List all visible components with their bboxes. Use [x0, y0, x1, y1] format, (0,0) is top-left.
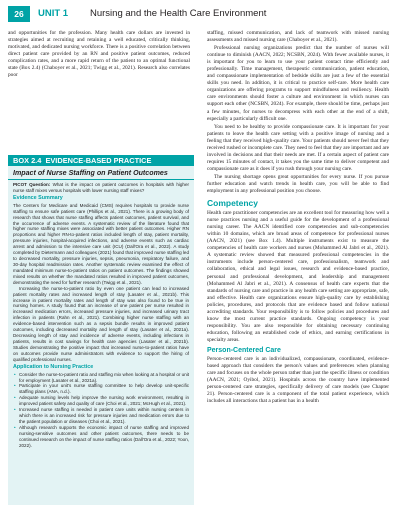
- chapter-title: Nursing and the Health Care Environment: [90, 8, 267, 19]
- box-header: [8, 155, 194, 166]
- box-label-rest: EVIDENCE-BASED PRACTICE: [45, 156, 152, 165]
- competency-heading: Competency: [207, 198, 259, 209]
- list-item: • Participate in your unit's nurse staffing committee to help develop unit-specific staffing plans (ANA, n.d.).: [13, 383, 189, 395]
- list-item: • Although research supports the economic impact of nurse staffing and improved nursing-sensitive outcomes and other patient outcomes, there needs to be continued research on the impact of nurse staffing ratios (Dall'Ora et al., 2022; Yoon, 2022).: [13, 425, 189, 449]
- picot-text: What is the impact on patient outcomes in hospitals with higher nurse staff mixes versus hospitals with lower nursing staff mixes?: [13, 182, 190, 193]
- list-item: • Increased nurse staffing is needed in patient care units within nursing centers in which there is an increased risk for pressure injuries and medication errors due to the patient population or diseases (Choi et al., 2021).: [13, 407, 189, 425]
- picot-paragraph: [13, 182, 189, 194]
- list-item: • Adequate nursing levels help improve the nursing work environment, resulting in improved patient safety and quality of care (Choi et al., 2021; McHugh et al., 2021).: [13, 395, 189, 407]
- page-header: [0, 0, 400, 26]
- person-centered-care-paragraph: Person-centered care is an individualized, compassionate, coordinated, evidence-based approach that considers the person's values and preferences when planning care and focuses on the whole person rather than just the specific illness or condition (AACN, 2021; Oyibol, 2021). Hospitals across the country have implemented person-centered care strategies, specifically delivery of care models (see Chapter 21). Person-centered care is a component of the total patient experience, which includes all interactions that a patient has in a health: [207, 355, 389, 405]
- box-title: Impact of Nurse Staffing on Patient Outcomes: [8, 166, 194, 180]
- right-paragraph-1: staffing, missed communication, and lack of teamwork with missed nursing assessments and missed nursing care (Chaboyer et al., 2021).: [207, 30, 389, 44]
- right-paragraph-2: Professional nursing organizations predict that the number of nurses will continue to diminish (AACN, 2022; NCSBN, 2024). With fewer available nurses, it is important for you to learn to use your patient contact time efficiently and professionally. Time management, therapeutic communication, patient education, and compassionate implementation of bedside skills are just a few of the essential skills you need. In addition, it is critical to practice self-care. More health care organizations are offering programs to support mindfulness and resiliency. Health care environments should foster a culture and environment in which nurses can support each other (NCSBN, 2024). For example, there should be time, perhaps just a few minutes, for nurses to decompress with each other at the end of a shift, especially a particularly difficult one.: [207, 45, 389, 122]
- left-paragraph: and opportunities for the profession. Many health care dollars are invested in strategies aimed at recruiting and retaining a well educated, critically thinking, motivated, and dedicated nursing workforce. There is a positive correlation between direct patient care provided by an RN and positive patient outcomes, reduced complication rates, and a more rapid return of the patient to an optimal functional state (Box 2.4) (Chaboyer et al., 2021; Twigg et al., 2021). Research also correlates poor: [8, 30, 190, 79]
- application-list: [13, 372, 189, 449]
- unit-label: UNIT 1: [38, 8, 69, 19]
- summary-paragraph-1: The Centers for Medicare and Medicaid (CMS) requires hospitals to provide nurse staffing to ensure safe patient care (Phillips et al., 2021). There is a growing body of research that shows that nurse staffing affects patient outcomes, patient survival, and the occurrence of adverse events. A systematic review of the literature found that higher nurse staffing mixes were associated with better patient outcomes. Higher RN proportions and higher RN-to-patient ratios included length of stay, patient mortality, pressure injuries, hospital-acquired infections, and adverse events such as cardiac arrest and admission to the intensive care unit (ICU) (Dall'Ora et al., 2022). A study completed by Dietermann and colleagues (2021) found that improved nurse staffing led to decreased mortality, pressure injuries, sepsis, pneumonia, respiratory failure, and 30-day hospital readmission rates. Another systematic review examined the effect of mandated minimum nurse-to-patient ratios on patient outcomes. The findings showed mixed results on whether the mandated ratios resulted in improved patient outcomes, demonstrating the need for further research (Twigg et al., 2021).: [13, 202, 189, 285]
- right-paragraph-4: The nursing shortage opens great opportunities for every nurse. If you pursue further education and watch trends in health care, you will be able to find employment in any professional position you choose.: [207, 173, 389, 195]
- summary-paragraph-2: Increasing the nurse-to-patient ratio by even one patient can lead to increased patient mortality rates and increased length of stay (Lasater et al., 2021b). This increase in patient mortality rates and length of stay was also found to be true in nursing homes. A study found that an increase of one patient per nurse resulted in increased medication errors, increased pressure injuries, and increased urinary tract infection in patients (Rahn et al., 2021). Combining higher nurse staffing with an evidence-based intervention such as a sepsis bundle results in improved patient outcomes, including decreased mortality and length of stay (Lasater et al., 2021a). Decreasing length of stay and incidence of adverse events, including infections in patients, results in cost savings for health care agencies (Lasater et al., 2021b). Studies demonstrating the positive impact that increased nurse-to-patient ratios have on outcomes provide nurse administrators with evidence to support the hiring of qualified professional nurses.: [13, 285, 189, 362]
- evidence-box: [8, 155, 194, 505]
- list-item: • Consider the nurse-to-patient ratio and staffing mix when looking at a hospital or unit for employment (Lasater et al., 2021a).: [13, 372, 189, 384]
- page-number: 26: [8, 6, 30, 22]
- right-paragraph-3: You need to be healthy to provide compassionate care. It is important for your patients to leave the health care setting with a positive image of nursing and a feeling that they received high-quality care. Your patients should never feel that they received rushed or incomplete care. They need to feel that they are important and are involved in decisions and that their needs are met. If a certain aspect of patient care requires 15 minutes of contact, it takes you the same time to deliver competent and compassionate care as it does if you rush through your nursing care.: [207, 123, 389, 172]
- left-column: [8, 30, 190, 80]
- person-centered-care-heading: Person-Centered Care: [207, 346, 281, 354]
- box-body: [8, 182, 194, 449]
- picot-label: PICOT Question:: [13, 182, 51, 187]
- application-heading: Application to Nursing Practice: [13, 363, 94, 370]
- right-column: [207, 30, 389, 406]
- box-label: BOX 2.4: [13, 156, 42, 165]
- evidence-summary-heading: Evidence Summary: [13, 194, 63, 201]
- competency-paragraph: Health care practitioner competencies are an excellent tool for measuring how well a nurse practices nursing and a useful guide for the development of a professional nursing career. The AACN identified core competencies and sub-competencies within 10 domains, which are broad areas of competence for professional nurses (AACN, 2021) (see Box 1.4). Multiple instruments exist to measure the competencies of health care workers and nurses (Mohammed Al Jabri et al., 2021). A systematic review showed that measured professional competencies in the instruments include person-centered care, professionalism, teamwork and collaboration, ethical and legal issues, research and evidence-based practice, personal and professional development, and leadership and management (Mohammed Al Jabri et al., 2021). A consensus of health care experts that the standards of nursing care and practice in any health care setting are appropriate, safe, and effective. Health care organizations ensure high-quality care by establishing policies, procedures, and protocols that are evidence based and follow national accrediting standards. Your responsibility is to follow policies and procedures and know the most current practice standards. Ongoing competency is your responsibility. You are also responsible for obtaining necessary continuing education, following an established code of ethics, and earning certifications in specialty areas.: [207, 210, 389, 343]
